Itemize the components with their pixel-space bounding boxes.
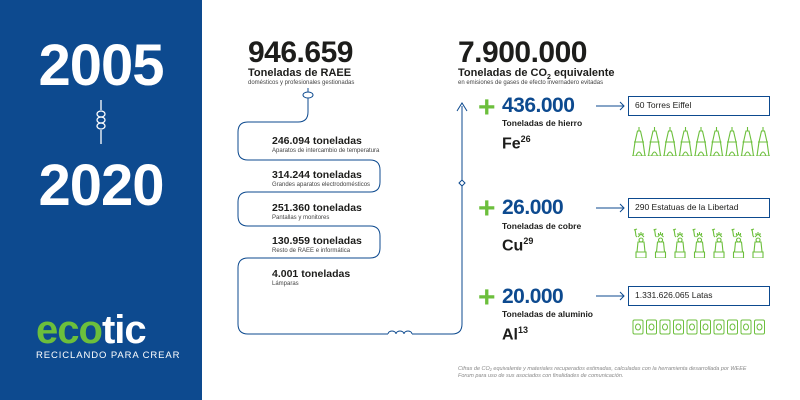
statue-of-liberty-icon (634, 229, 646, 258)
aluminium-number: 20.000 (502, 285, 564, 308)
year-end: 2020 (38, 153, 164, 218)
statue-of-liberty-icon (712, 229, 724, 258)
eiffel-tower-icon (710, 127, 724, 156)
iron-label: Toneladas de hierro (502, 118, 583, 128)
statue-of-liberty-icon (751, 229, 763, 258)
aluminium-equivalence: 1.331.626.065 Latas (628, 286, 770, 306)
iron-number: 436.000 (502, 94, 575, 117)
plus-sign: + (478, 192, 496, 225)
aluminium-symbol: Al$^{13}$ (502, 325, 529, 344)
copper-number: 26.000 (502, 196, 564, 219)
footnote: Cifras de CO₂ equivalente y materiales recuperados estimadas, calculadas con la herramienta desarrollada por WEEE Forum para uso de sus asociados con finalidades de comunicación. (458, 366, 747, 379)
can-icon (714, 320, 724, 334)
statue-of-liberty-icon (693, 229, 705, 258)
eiffel-tower-icon (756, 127, 770, 156)
eiffel-tower-icon (632, 127, 646, 156)
raee-item-tons: 130.959 toneladas (272, 235, 362, 247)
copper-equivalence: 290 Estatuas de la Libertad (628, 198, 770, 218)
raee-item-tons: 314.244 toneladas (272, 169, 362, 181)
raee-item-tons: 251.360 toneladas (272, 202, 362, 214)
raee-total: 946.659 (248, 36, 353, 69)
can-icon (687, 320, 697, 334)
raee-item-desc: Aparatos de intercambio de temperatura (272, 148, 380, 154)
raee-item-desc: Resto de RAEE e informática (272, 248, 351, 254)
raee-item-desc: Grandes aparatos electrodomésticos (272, 182, 371, 188)
eiffel-tower-icon (679, 127, 693, 156)
can-icon (701, 320, 711, 334)
copper-label: Toneladas de cobre (502, 221, 582, 231)
eiffel-tower-icon (741, 127, 755, 156)
statue-of-liberty-row (632, 228, 772, 258)
statue-of-liberty-icon (732, 229, 744, 258)
raee-label: Toneladas de RAEE (248, 67, 352, 79)
statue-of-liberty-icon (673, 229, 685, 258)
eiffel-tower-icon (663, 127, 677, 156)
coil-icon (91, 100, 111, 144)
can-icon (633, 320, 643, 334)
co2-label: Toneladas de $CO_2$ equivalente (458, 67, 615, 82)
can-icon (660, 320, 670, 334)
year-start: 2005 (38, 33, 164, 98)
can-icon (755, 320, 765, 334)
iron-equivalence: 60 Torres Eiffel (628, 96, 770, 116)
plus-sign: + (478, 281, 496, 314)
raee-item-tons: 4.001 toneladas (272, 268, 351, 280)
raee-sublabel: domésticos y profesionales gestionadas (248, 80, 355, 86)
can-icon (674, 320, 684, 334)
eiffel-tower-icon (725, 127, 739, 156)
raee-item-desc: Lámparas (272, 281, 299, 287)
eiffel-tower-icon (694, 127, 708, 156)
copper-symbol: Cu$^{29}$ (502, 236, 534, 255)
left-panel (0, 0, 202, 400)
eiffel-tower-icon (648, 127, 662, 156)
eiffel-tower-row (632, 126, 772, 156)
can-icon (741, 320, 751, 334)
can-icon (728, 320, 738, 334)
co2-sublabel: en emisiones de gases de efecto invernadero evitadas (458, 80, 604, 86)
iron-symbol: Fe$^{26}$ (502, 134, 531, 153)
raee-item-tons: 246.094 toneladas (272, 135, 362, 147)
aluminium-label: Toneladas de aluminio (502, 309, 593, 319)
can-icon (647, 320, 657, 334)
raee-item-desc: Pantallas y monitores (272, 215, 330, 221)
co2-total: 7.900.000 (458, 36, 587, 69)
plus-sign: + (478, 91, 496, 124)
logo-tagline: RECICLANDO PARA CREAR (36, 350, 181, 361)
ecotic-logo: ecotic RECICLANDO PARA CREAR (36, 308, 181, 361)
statue-of-liberty-icon (654, 229, 666, 258)
can-row (632, 318, 772, 348)
